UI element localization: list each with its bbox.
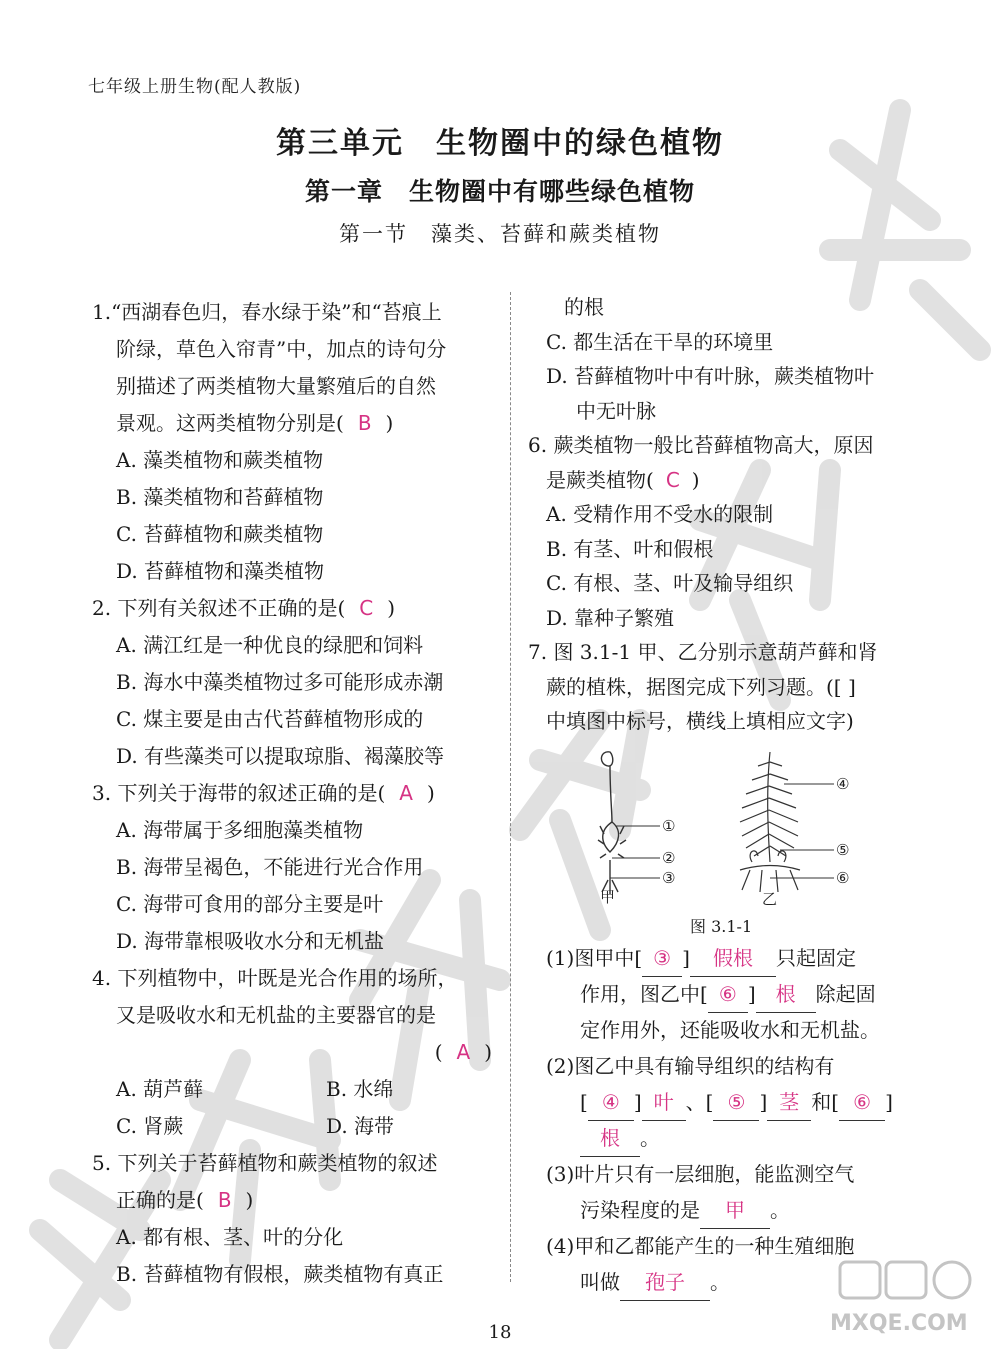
q7-s2-blank2: 叶: [642, 1084, 686, 1121]
q7-line2: 蕨的植株，据图完成下列习题。([ ]: [546, 674, 856, 699]
fern-plant-illustration: [740, 752, 800, 892]
q7-s1-line1: (1)图甲中[ ③ ] 假根 只起固定: [546, 940, 926, 976]
q4-line1: 4. 下列植物中，叶既是光合作用的场所，: [92, 966, 458, 990]
q1-line2: 阶绿，草色入帘青”中，加点的诗句分: [116, 337, 447, 361]
page-number: 18: [488, 1322, 512, 1343]
q7-s3-blank: 甲: [700, 1192, 770, 1229]
q7-s4-line1: (4)甲和乙都能产生的一种生殖细胞: [546, 1234, 855, 1258]
q4-line2: 又是吸收水和无机盐的主要器官的是: [116, 1003, 436, 1027]
q7-s3-line2: 污染程度的是 甲 。: [546, 1192, 926, 1228]
q7-line3: 中填图中标号，横线上填相应文字): [546, 709, 854, 733]
q5-option-c: C. 都生活在干旱的环境里: [546, 329, 774, 354]
fig-label-2: ②: [662, 849, 676, 867]
q3-option-c: C. 海带可食用的部分主要是叶: [116, 892, 384, 916]
q7-s1-line3: 定作用外，还能吸收水和无机盐。: [580, 1018, 880, 1042]
q7-s1-blank2: 假根: [690, 940, 776, 977]
q7-s2-line2: [ ④ ] 叶 、[ ⑤ ] 茎 和[ ⑥ ]: [546, 1084, 926, 1120]
q7-s2-line3: 根 。: [546, 1120, 926, 1156]
q2-option-c: C. 煤主要是由古代苔藓植物形成的: [116, 707, 424, 731]
chapter-title: 第一章 生物圈中有哪些绿色植物: [304, 177, 695, 206]
q5-option-b-line1: B. 苔藓植物有假根，蕨类植物有真正: [116, 1262, 444, 1286]
q7-s2-blank1: ④: [588, 1084, 634, 1121]
q7-s2-blank5: ⑥: [839, 1084, 885, 1121]
q1-line4: 景观。这两类植物分别是( B ): [116, 411, 394, 435]
q2-option-b: B. 海水中藻类植物过多可能形成赤潮: [116, 670, 444, 694]
q5-line1: 5. 下列关于苔藓植物和蕨类植物的叙述: [92, 1151, 438, 1175]
q7-s4-line2: 叫做 孢子 。: [546, 1264, 926, 1300]
q2-option-d: D. 有些藻类可以提取琼脂、褐藻胶等: [116, 744, 445, 768]
fig-label-5: ⑤: [836, 841, 850, 859]
fig-label-4: ④: [836, 775, 850, 793]
q2-stem: 2. 下列有关叙述不正确的是( C ): [92, 596, 396, 620]
q3-option-a: A. 海带属于多细胞藻类植物: [116, 818, 364, 842]
q4-option-d: D. 海带: [326, 1114, 395, 1138]
moss-plant-illustration: [598, 752, 626, 894]
q5-option-a: A. 都有根、茎、叶的分化: [116, 1225, 344, 1249]
q6-option-b: B. 有茎、叶和假根: [546, 536, 714, 561]
plant-figure: [570, 742, 866, 910]
q7-subquestions: [546, 940, 926, 1300]
fig-label-1: ①: [662, 817, 676, 835]
q4-answer: A: [456, 1040, 471, 1064]
q5-option-d-line2: 中无叶脉: [576, 398, 656, 423]
q2-answer: C: [359, 596, 374, 620]
q7-s2-blank3: ⑤: [713, 1084, 759, 1121]
q4-option-b: B. 水绵: [326, 1077, 394, 1101]
q5-option-b-line2: 的根: [564, 295, 604, 319]
unit-title: 第三单元 生物圈中的绿色植物: [276, 126, 724, 161]
q7-s1-line2: 作用，图乙中[ ⑥ ] 根 除起固: [546, 976, 926, 1012]
q5-option-d-line1: D. 苔藓植物叶中有叶脉，蕨类植物叶: [546, 364, 875, 388]
book-header: 七年级上册生物(配人教版): [88, 77, 302, 97]
section-title: 第一节 藻类、苔藓和蕨类植物: [339, 222, 661, 246]
q4-options-cd: [92, 1108, 492, 1145]
q3-stem: 3. 下列关于海带的叙述正确的是( A ): [92, 781, 435, 805]
q1-line1: 1.“西湖春色归，春水绿于染”和“苔痕上: [92, 300, 442, 324]
fig-label-6: ⑥: [836, 869, 850, 887]
q5-line2: 正确的是( B ): [116, 1188, 254, 1212]
logo-text: MXQE.COM: [830, 1311, 968, 1336]
q7-s1-blank1: ③: [642, 940, 682, 977]
fig-name-jia: 甲: [600, 888, 616, 906]
q2-option-a: A. 满江红是一种优良的绿肥和饲料: [116, 633, 424, 657]
fig-name-yi: 乙: [762, 890, 778, 908]
q6-option-c: C. 有根、茎、叶及输导组织: [546, 571, 794, 595]
q7-line1: 7. 图 3.1-1 甲、乙分别示意葫芦藓和肾: [528, 640, 878, 664]
q4-answer-line: ( A ): [434, 1040, 492, 1064]
fig-label-3: ③: [662, 869, 676, 887]
q6-option-a: A. 受精作用不受水的限制: [546, 502, 774, 526]
q3-answer: A: [399, 781, 413, 805]
q3-option-b: B. 海带呈褐色，不能进行光合作用: [116, 855, 424, 879]
q1-answer: B: [357, 411, 372, 435]
column-divider: [510, 292, 511, 1282]
q7-s4-blank: 孢子: [620, 1264, 710, 1301]
q1-option-b: B. 藻类植物和苔藓植物: [116, 485, 324, 509]
q1-option-c: C. 苔藓植物和蕨类植物: [116, 522, 324, 546]
right-column: [528, 290, 928, 739]
q1-option-d: D. 苔藓植物和藻类植物: [116, 559, 325, 583]
q7-s2-line1: (2)图乙中具有输导组织的结构有: [546, 1054, 835, 1078]
q4-options-ab: [92, 1071, 492, 1108]
left-column: [92, 294, 492, 1293]
figure-caption: 图 3.1-1: [690, 917, 753, 936]
q3-option-d: D. 海带靠根吸收水分和无机盐: [116, 929, 385, 953]
q6-answer: C: [665, 467, 680, 492]
q7-s3-line1: (3)叶片只有一层细胞，能监测空气: [546, 1162, 855, 1186]
q4-option-c: C. 肾蕨: [116, 1114, 184, 1138]
q1-option-a: A. 藻类植物和蕨类植物: [116, 448, 324, 472]
q7-s2-blank4: 茎: [767, 1084, 811, 1121]
q6-line1: 6. 蕨类植物一般比苔藓植物高大，原因: [528, 433, 874, 457]
q7-s1-blank3: ⑥: [708, 976, 748, 1013]
q7-s1-blank4: 根: [756, 976, 816, 1013]
q6-option-d: D. 靠种子繁殖: [546, 605, 675, 630]
q1-line3: 别描述了两类植物大量繁殖后的自然: [116, 374, 436, 398]
site-logo: [820, 1258, 990, 1340]
q6-line2: 是蕨类植物( C ): [546, 467, 700, 492]
q5-answer: B: [217, 1188, 232, 1212]
q4-option-a: A. 葫芦藓: [116, 1077, 204, 1101]
q7-s2-blank6: 根: [580, 1120, 640, 1157]
